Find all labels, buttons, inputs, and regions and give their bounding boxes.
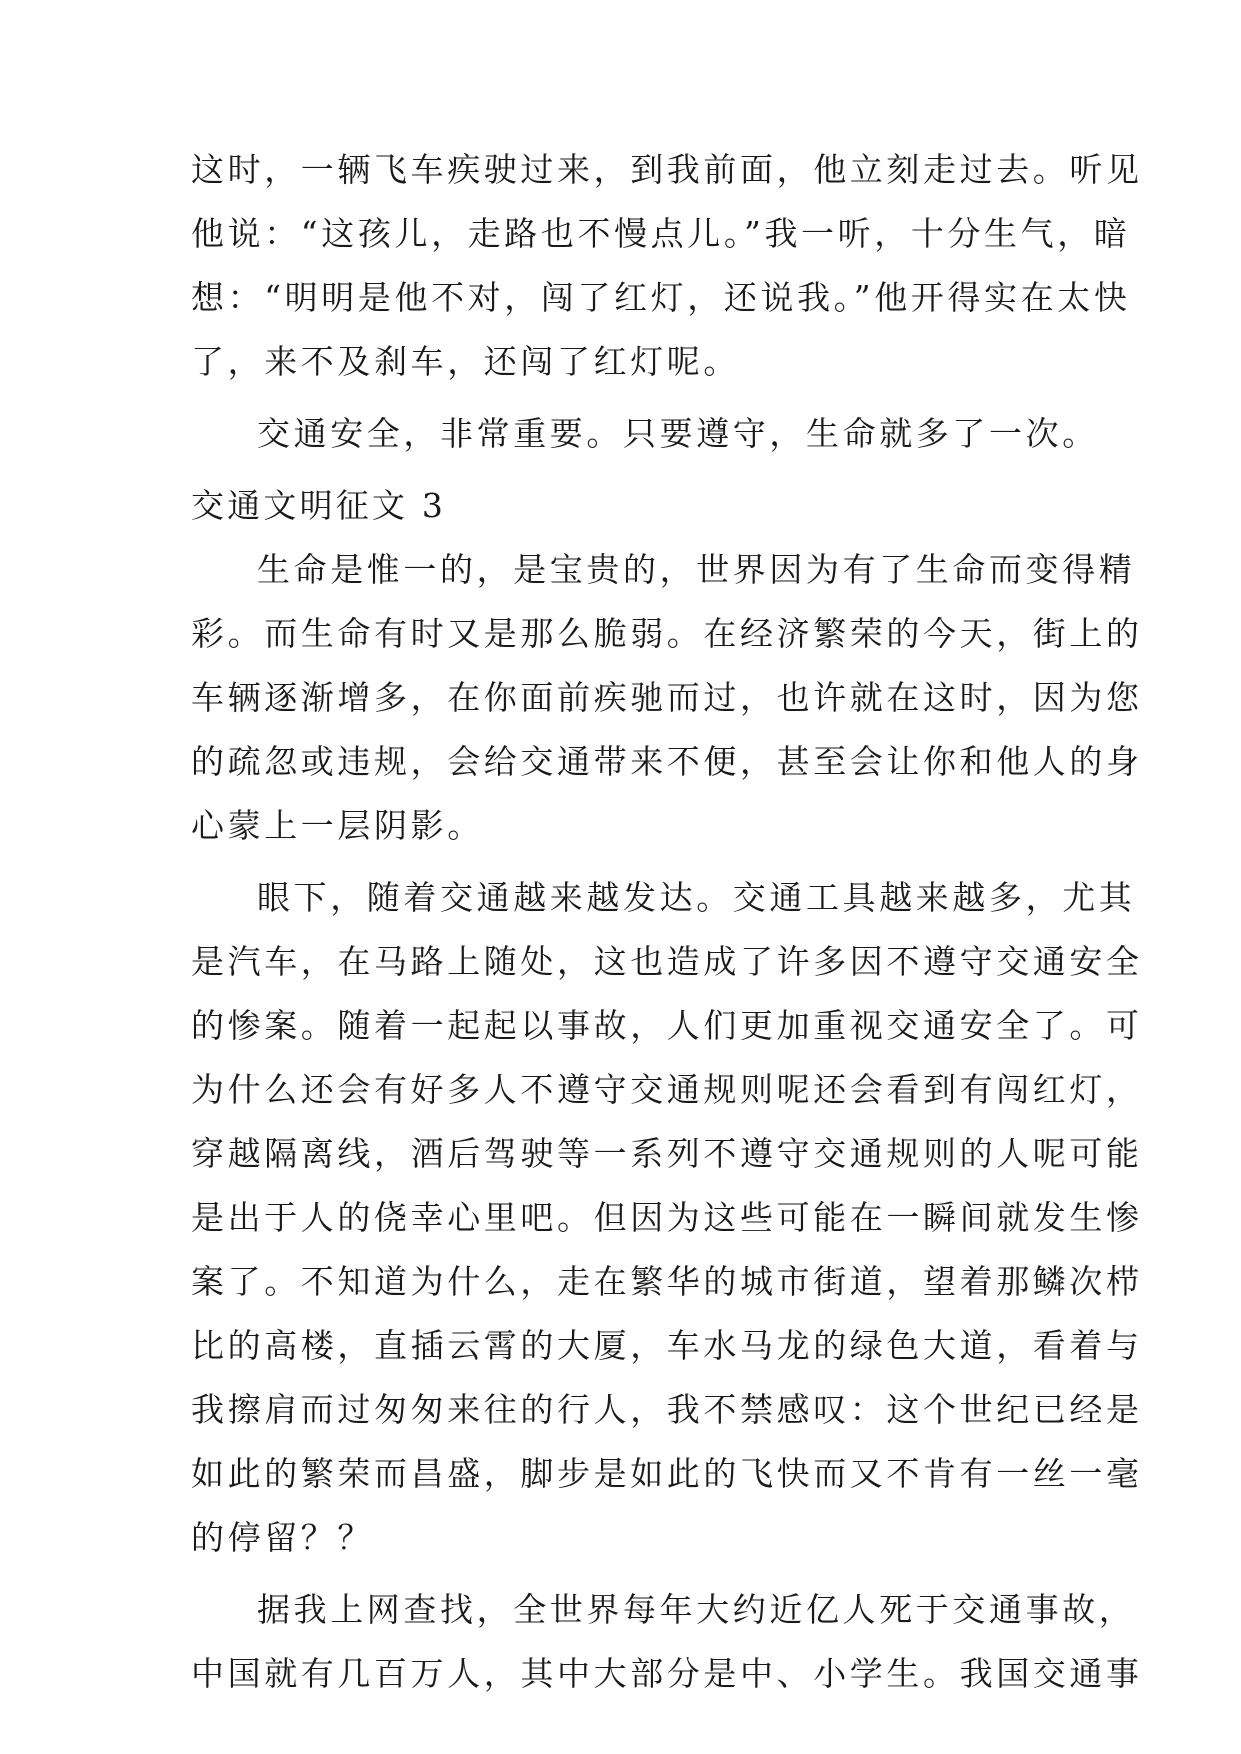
body-line: 案了。不知道为什么，走在繁华的城市街道，望着那鳞次栉 [191, 1262, 1143, 1301]
section-heading: 交通文明征文 3 [191, 486, 447, 525]
body-line: 了，来不及刹车，还闯了红灯呢。 [191, 342, 740, 381]
body-line: 交通安全，非常重要。只要遵守，生命就多了一次。 [257, 414, 1099, 453]
body-line: 比的高楼，直插云霄的大厦，车水马龙的绿色大道，看着与 [191, 1326, 1143, 1365]
body-line: 如此的繁荣而昌盛，脚步是如此的飞快而又不肯有一丝一毫 [191, 1454, 1143, 1493]
body-line: 据我上网查找，全世界每年大约近亿人死于交通事故， [257, 1590, 1136, 1629]
body-line: 的疏忽或违规，会给交通带来不便，甚至会让你和他人的身 [191, 742, 1143, 781]
body-line: 中国就有几百万人，其中大部分是中、小学生。我国交通事 [191, 1654, 1143, 1693]
body-line: 我擦肩而过匆匆来往的行人，我不禁感叹：这个世纪已经是 [191, 1390, 1143, 1429]
body-line: 为什么还会有好多人不遵守交通规则呢还会看到有闯红灯， [191, 1070, 1143, 1109]
body-line: 是出于人的侥幸心里吧。但因为这些可能在一瞬间就发生惨 [191, 1198, 1143, 1237]
body-line: 车辆逐渐增多，在你面前疾驰而过，也许就在这时，因为您 [191, 678, 1143, 717]
body-line: 心蒙上一层阴影。 [191, 806, 484, 845]
body-line: 这时，一辆飞车疾驶过来，到我前面，他立刻走过去。听见 [191, 150, 1143, 189]
body-line: 是汽车，在马路上随处，这也造成了许多因不遵守交通安全 [191, 942, 1143, 981]
body-line: 穿越隔离线，酒后驾驶等一系列不遵守交通规则的人呢可能 [191, 1134, 1143, 1173]
body-line: 生命是惟一的，是宝贵的，世界因为有了生命而变得精 [257, 550, 1136, 589]
body-line: 他说：“这孩儿，走路也不慢点儿。”我一听，十分生气，暗 [191, 214, 1131, 253]
body-line: 彩。而生命有时又是那么脆弱。在经济繁荣的今天，街上的 [191, 614, 1143, 653]
body-line: 的停留？？ [191, 1518, 374, 1557]
body-line: 眼下，随着交通越来越发达。交通工具越来越多，尤其 [257, 878, 1136, 917]
body-line: 想：“明明是他不对，闯了红灯，还说我。”他开得实在太快 [191, 278, 1131, 317]
body-line: 的惨案。随着一起起以事故，人们更加重视交通安全了。可 [191, 1006, 1143, 1045]
